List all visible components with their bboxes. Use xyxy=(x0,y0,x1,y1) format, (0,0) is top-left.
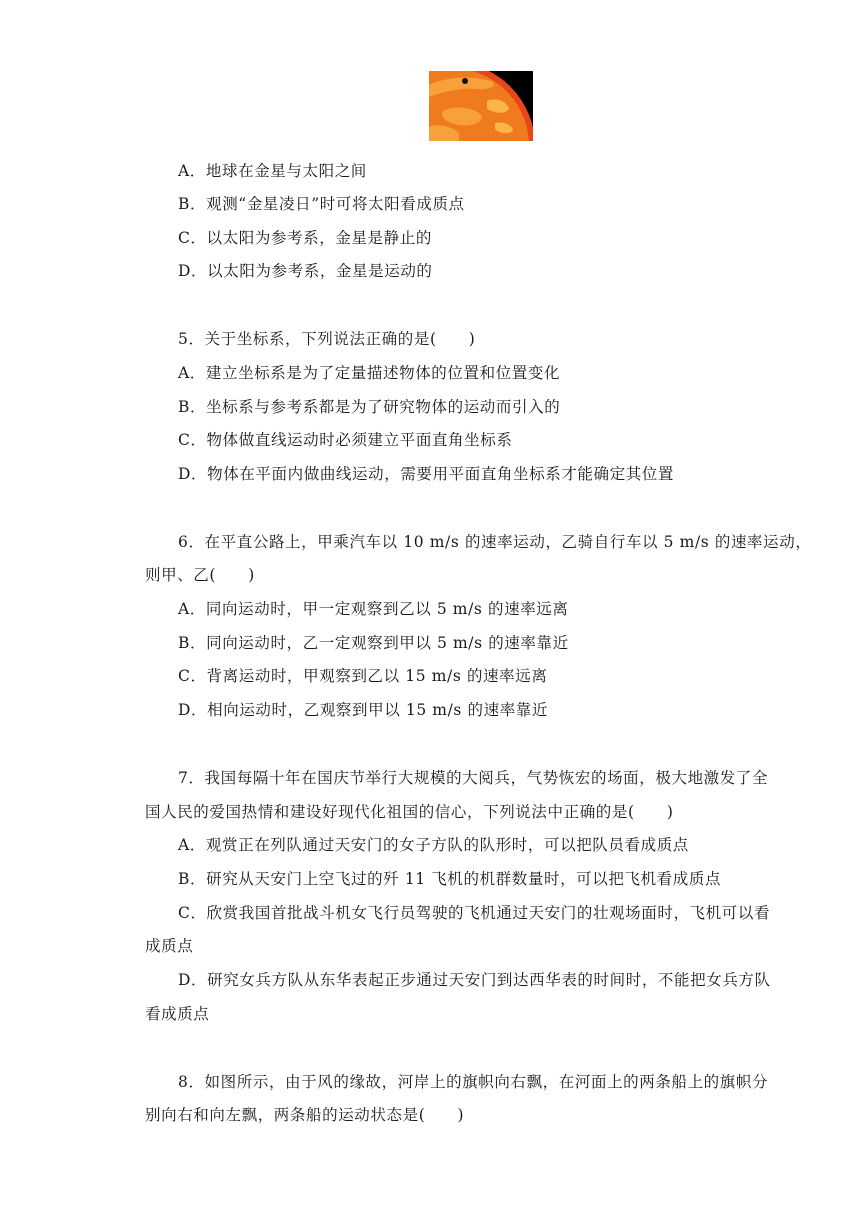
q7-option-a: A．观赏正在列队通过天安门的女子方队的队形时，可以把队员看成质点 xyxy=(178,836,689,854)
q6-option-c: C．背离运动时，甲观察到乙以 15 m/s 的速率远离 xyxy=(178,667,548,685)
q7-option-c-line1: C．欣赏我国首批战斗机女飞行员驾驶的飞机通过天安门的壮观场面时，飞机可以看 xyxy=(178,904,771,922)
q7-stem-line2: 国人民的爱国热情和建设好现代化祖国的信心，下列说法中正确的是( ) xyxy=(145,803,674,821)
q8-stem-line2: 别向右和向左飘，两条船的运动状态是( ) xyxy=(145,1106,465,1124)
q5-stem: 5．关于坐标系，下列说法正确的是( ) xyxy=(178,330,476,348)
q6-stem-line2: 则甲、乙( ) xyxy=(145,566,255,584)
q8-stem-line1: 8．如图所示，由于风的缘故，河岸上的旗帜向右飘，在河面上的两条船上的旗帜分 xyxy=(178,1073,769,1091)
q7-option-c-line2: 成质点 xyxy=(145,937,194,955)
q5-option-b: B．坐标系与参考系都是为了研究物体的运动而引入的 xyxy=(178,398,561,416)
q5-option-a: A．建立坐标系是为了定量描述物体的位置和位置变化 xyxy=(178,364,561,382)
q5-option-d: D．物体在平面内做曲线运动，需要用平面直角坐标系才能确定其位置 xyxy=(178,465,675,483)
q6-stem-line1: 6．在平直公路上，甲乘汽车以 10 m/s 的速率运动，乙骑自行车以 5 m/s 的速率运动， xyxy=(178,533,812,551)
q7-option-b: B．研究从天安门上空飞过的歼 11 飞机的机群数量时，可以把飞机看成质点 xyxy=(178,870,722,888)
q7-stem-line1: 7．我国每隔十年在国庆节举行大规模的大阅兵，气势恢宏的场面，极大地激发了全 xyxy=(178,769,769,787)
q4-option-a: A．地球在金星与太阳之间 xyxy=(178,162,367,180)
q7-option-d-line1: D．研究女兵方队从东华表起正步通过天安门到达西华表的时间时，不能把女兵方队 xyxy=(178,971,771,989)
q6-option-a: A．同向运动时，甲一定观察到乙以 5 m/s 的速率远离 xyxy=(178,600,569,618)
q6-option-b: B．同向运动时，乙一定观察到甲以 5 m/s 的速率靠近 xyxy=(178,634,569,652)
q6-option-d: D．相向运动时，乙观察到甲以 15 m/s 的速率靠近 xyxy=(178,701,549,719)
venus-dot-icon xyxy=(462,78,468,84)
sun-illustration xyxy=(429,71,533,141)
q4-option-c: C．以太阳为参考系，金星是静止的 xyxy=(178,229,432,247)
q5-option-c: C．物体做直线运动时必须建立平面直角坐标系 xyxy=(178,431,513,449)
q4-option-d: D．以太阳为参考系，金星是运动的 xyxy=(178,262,433,280)
q7-option-d-line2: 看成质点 xyxy=(145,1005,210,1023)
venus-transit-sun-image xyxy=(429,71,533,141)
q4-option-b: B．观测“金星凌日”时可将太阳看成质点 xyxy=(178,195,465,213)
